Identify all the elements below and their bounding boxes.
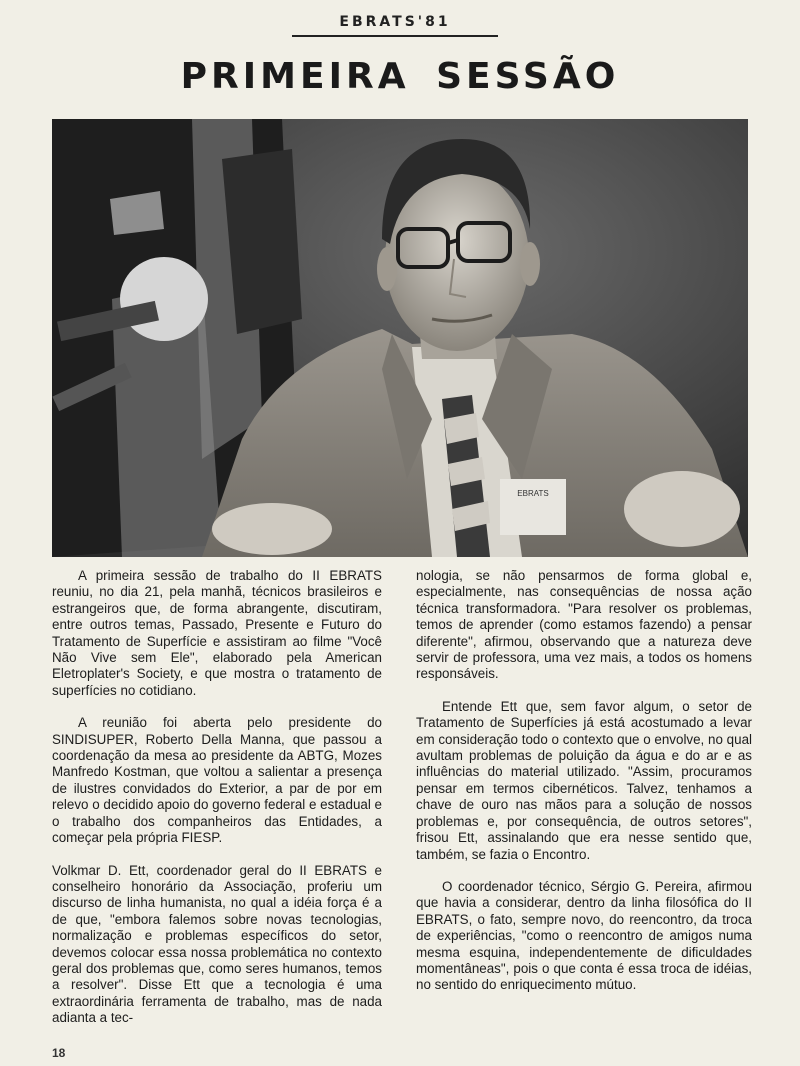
header-rule xyxy=(292,35,498,37)
badge-label: EBRATS xyxy=(517,489,549,498)
paragraph: A reunião foi aberta pelo presidente do SINDISUPER, Roberto Della Manna, que passou a coordenação da mesa ao presidente da ABTG, Mozes Manfredo Kostman, que voltou a salientar a presença de ilustres convidados do Exterior, a par de por em relevo o decidido apoio do governo federal e estadual e o trabalho dos companheiros das Entidades, a começar pela própria FIESP. xyxy=(52,715,382,846)
left-column xyxy=(52,568,382,1038)
paragraph: Volkmar D. Ett, coordenador geral do II EBRATS e conselheiro honorário da Associação, proferiu um discurso de linha humanista, no qual a idéia força é a de que, "embora falemos sobre novas tecnologias, normalização e problemas específicos do setor, devemos colocar essa nossa problemática no contexto geral dos problemas que, como seres humanos, temos a resolver". Disse Ett que a tecnologia é uma extraordinária ferramenta de trabalho, mas de nada adianta a tec- xyxy=(52,862,382,1026)
issue-header xyxy=(292,14,498,37)
speaker-photo xyxy=(52,119,748,557)
paragraph: A primeira sessão de trabalho do II EBRATS reuniu, no dia 21, pela manhã, técnicos brasileiros e estrangeiros que, de forma abrangente, discutiram, entre outros temas, Passado, Presente e Futuro do Tratamento de Superfície e assistiram ao filme "Você Não Vive sem Ele", elaborado pela American Eletroplater's Society, e que mostra o tratamento de superfícies no cotidiano. xyxy=(52,568,382,698)
page-number: 18 xyxy=(52,1046,66,1060)
paragraph: Entende Ett que, sem favor algum, o setor de Tratamento de Superfícies já está acostumado a levar em consideração todo o contexto que o envolve, no qual avultam problemas de poluição da água e do ar e as influências do material utilizado. "Assim, procuramos pensar em termos cibernéticos. Talvez, tenhamos a chave de ouro nas mãos para a solução de nossos problemas e, por consequência, de outros setores", frisou Ett, assinalando que era nesse sentido que, também, se fazia o Encontro. xyxy=(416,698,752,862)
right-column xyxy=(416,568,752,1038)
article-body xyxy=(52,568,752,1038)
page-title: PRIMEIRA SESSÃO xyxy=(180,56,620,97)
issue-label: EBRATS'81 xyxy=(339,14,451,30)
paragraph: O coordenador técnico, Sérgio G. Pereira, afirmou que havia a considerar, dentro da linha filosófica do II EBRATS, o fato, sempre novo, do reencontro, da troca de experiências, "como o reencontro de amigos numa mesma esquina, independentemente de dificuldades momentâneas", pois o que conta é essa troca de idéias, no sentido do enriquecimento mútuo. xyxy=(416,878,752,993)
paragraph: nologia, se não pensarmos de forma global e, especialmente, nas consequências de nossa ação técnica transformadora. "Para resolver os problemas, temos de aprender (como estamos fazendo) a pensar diferente", afirmou, observando que a natureza deve servir de professora, uma vez mais, a todos os homens responsáveis. xyxy=(416,568,752,682)
photo-illustration xyxy=(52,119,748,557)
